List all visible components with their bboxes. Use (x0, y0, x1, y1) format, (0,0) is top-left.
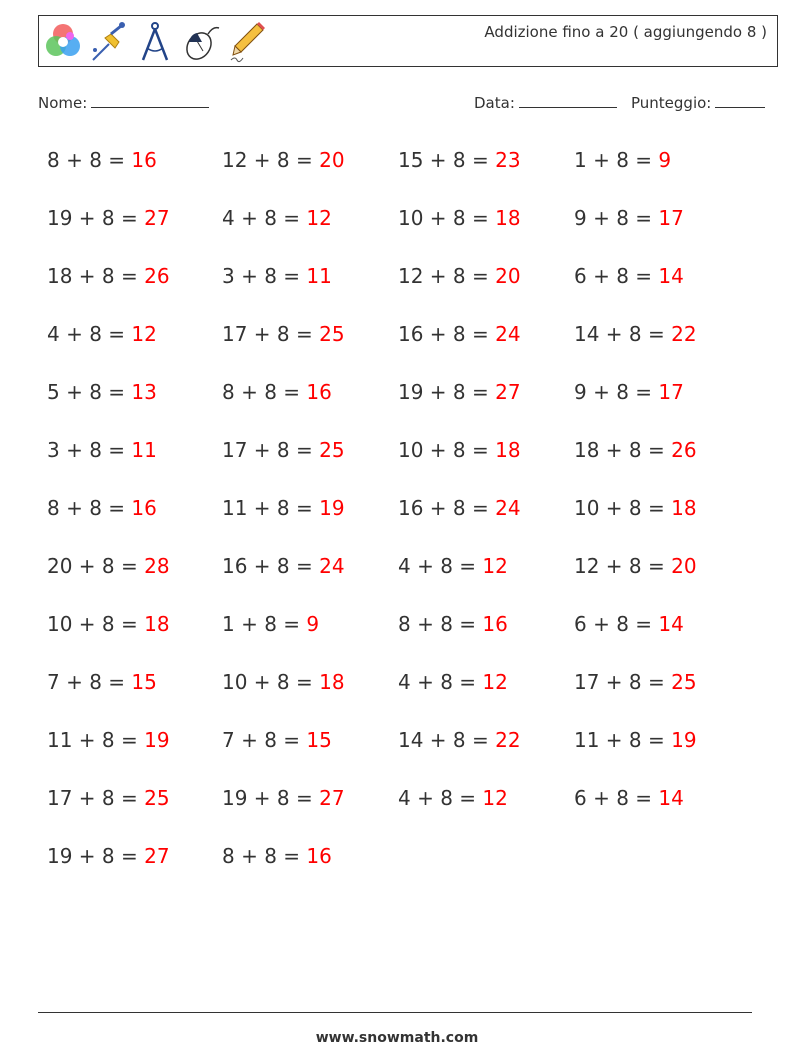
problem-item (398, 786, 508, 810)
problem-item (47, 728, 170, 752)
problem-item (47, 206, 170, 230)
problem-question: 16 + 8 = (398, 322, 496, 346)
problem-answer: 24 (319, 554, 345, 578)
problem-item (398, 670, 508, 694)
problem-answer: 16 (131, 148, 157, 172)
name-label: Nome: (38, 94, 88, 112)
date-line (519, 93, 617, 108)
problem-question: 7 + 8 = (222, 728, 307, 752)
problem-answer: 14 (658, 612, 684, 636)
problem-answer: 22 (671, 322, 697, 346)
problem-item (574, 380, 684, 404)
problem-question: 9 + 8 = (574, 206, 659, 230)
problem-question: 17 + 8 = (222, 438, 320, 462)
problem-question: 17 + 8 = (47, 786, 145, 810)
problem-item (222, 438, 345, 462)
problem-item (47, 264, 170, 288)
problem-question: 20 + 8 = (47, 554, 145, 578)
problem-question: 4 + 8 = (398, 786, 483, 810)
problem-answer: 18 (495, 206, 521, 230)
problem-answer: 12 (482, 786, 508, 810)
problem-item (222, 496, 345, 520)
problem-answer: 12 (306, 206, 332, 230)
date-field (474, 93, 617, 112)
problem-item (47, 148, 157, 172)
problem-item (574, 554, 697, 578)
problem-answer: 9 (306, 612, 320, 636)
problem-question: 14 + 8 = (398, 728, 496, 752)
problem-answer: 22 (495, 728, 521, 752)
problem-item (47, 670, 157, 694)
problem-question: 18 + 8 = (574, 438, 672, 462)
problem-answer: 19 (319, 496, 345, 520)
problem-question: 4 + 8 = (47, 322, 132, 346)
problem-answer: 16 (131, 496, 157, 520)
problem-item (398, 438, 521, 462)
problem-item (574, 786, 684, 810)
problem-question: 12 + 8 = (574, 554, 672, 578)
problem-item (574, 496, 697, 520)
problem-item (47, 438, 157, 462)
problem-question: 10 + 8 = (47, 612, 145, 636)
problem-item (574, 206, 684, 230)
problem-item (222, 844, 332, 868)
pushpin-icon (89, 20, 129, 64)
problem-item (47, 554, 170, 578)
problem-answer: 18 (671, 496, 697, 520)
problem-item (574, 728, 697, 752)
compass-icon (135, 20, 175, 64)
problem-answer: 16 (482, 612, 508, 636)
problem-question: 3 + 8 = (47, 438, 132, 462)
problem-answer: 25 (319, 438, 345, 462)
problem-answer: 20 (319, 148, 345, 172)
date-label: Data: (474, 94, 515, 112)
problem-question: 8 + 8 = (222, 844, 307, 868)
footer-divider (38, 1012, 752, 1013)
problem-answer: 25 (671, 670, 697, 694)
name-field (38, 93, 209, 112)
problem-question: 11 + 8 = (574, 728, 672, 752)
problem-answer: 19 (144, 728, 170, 752)
problem-answer: 11 (131, 438, 157, 462)
problem-question: 8 + 8 = (398, 612, 483, 636)
problem-question: 12 + 8 = (222, 148, 320, 172)
problem-answer: 13 (131, 380, 157, 404)
score-field (631, 93, 765, 112)
pencil-icon (227, 20, 267, 64)
worksheet-header (38, 15, 778, 67)
problem-answer: 27 (495, 380, 521, 404)
problem-item (222, 786, 345, 810)
problem-answer: 9 (658, 148, 672, 172)
problem-item (47, 496, 157, 520)
score-line (715, 93, 765, 108)
problem-answer: 23 (495, 148, 521, 172)
problem-answer: 18 (495, 438, 521, 462)
name-line (91, 93, 209, 108)
problem-answer: 18 (144, 612, 170, 636)
problem-answer: 19 (671, 728, 697, 752)
problem-item (398, 322, 521, 346)
problem-item (222, 380, 332, 404)
problem-item (222, 206, 332, 230)
problem-item (222, 728, 332, 752)
problem-answer: 25 (144, 786, 170, 810)
problem-question: 8 + 8 = (222, 380, 307, 404)
problem-answer: 15 (306, 728, 332, 752)
problem-item (398, 612, 508, 636)
problem-item (222, 670, 345, 694)
problem-item (47, 844, 170, 868)
problem-question: 4 + 8 = (398, 554, 483, 578)
problem-answer: 16 (306, 844, 332, 868)
problem-answer: 12 (482, 670, 508, 694)
problem-question: 7 + 8 = (47, 670, 132, 694)
problem-question: 17 + 8 = (574, 670, 672, 694)
problem-question: 10 + 8 = (398, 438, 496, 462)
problem-answer: 14 (658, 786, 684, 810)
problem-question: 17 + 8 = (222, 322, 320, 346)
problem-item (398, 148, 521, 172)
problem-question: 3 + 8 = (222, 264, 307, 288)
problem-item (222, 554, 345, 578)
problem-question: 11 + 8 = (222, 496, 320, 520)
problem-question: 6 + 8 = (574, 786, 659, 810)
problem-item (574, 438, 697, 462)
problem-question: 8 + 8 = (47, 148, 132, 172)
problem-question: 19 + 8 = (47, 206, 145, 230)
problem-item (398, 554, 508, 578)
problem-item (47, 612, 170, 636)
problem-question: 1 + 8 = (222, 612, 307, 636)
mouse-icon (181, 20, 221, 64)
color-wheel-icon (43, 20, 83, 64)
problem-question: 10 + 8 = (398, 206, 496, 230)
problem-answer: 27 (319, 786, 345, 810)
problem-answer: 25 (319, 322, 345, 346)
problem-item (222, 264, 332, 288)
problem-answer: 14 (658, 264, 684, 288)
problem-answer: 18 (319, 670, 345, 694)
problem-question: 5 + 8 = (47, 380, 132, 404)
problem-answer: 17 (658, 206, 684, 230)
problem-question: 16 + 8 = (222, 554, 320, 578)
problem-item (222, 322, 345, 346)
problem-answer: 20 (671, 554, 697, 578)
problem-answer: 11 (306, 264, 332, 288)
problem-question: 6 + 8 = (574, 612, 659, 636)
problem-item (398, 728, 521, 752)
problem-item (222, 612, 319, 636)
problem-item (574, 264, 684, 288)
problem-question: 10 + 8 = (222, 670, 320, 694)
problem-question: 19 + 8 = (222, 786, 320, 810)
problem-question: 19 + 8 = (47, 844, 145, 868)
problem-question: 4 + 8 = (222, 206, 307, 230)
problem-answer: 17 (658, 380, 684, 404)
problem-answer: 28 (144, 554, 170, 578)
problem-answer: 20 (495, 264, 521, 288)
problem-question: 8 + 8 = (47, 496, 132, 520)
problem-question: 11 + 8 = (47, 728, 145, 752)
score-label: Punteggio: (631, 94, 712, 112)
problem-answer: 26 (671, 438, 697, 462)
problem-answer: 27 (144, 206, 170, 230)
problem-answer: 27 (144, 844, 170, 868)
problem-item (47, 786, 170, 810)
problem-item (398, 264, 521, 288)
problem-item (398, 496, 521, 520)
problem-question: 10 + 8 = (574, 496, 672, 520)
footer-site: www.snowmath.com (315, 1030, 479, 1046)
problem-question: 6 + 8 = (574, 264, 659, 288)
problem-question: 1 + 8 = (574, 148, 659, 172)
problem-item (574, 670, 697, 694)
problem-answer: 15 (131, 670, 157, 694)
problem-answer: 16 (306, 380, 332, 404)
problem-question: 15 + 8 = (398, 148, 496, 172)
problem-question: 18 + 8 = (47, 264, 145, 288)
problem-answer: 24 (495, 496, 521, 520)
problem-item (574, 612, 684, 636)
problem-question: 9 + 8 = (574, 380, 659, 404)
problem-answer: 12 (131, 322, 157, 346)
worksheet-title: Addizione fino a 20 ( aggiungendo 8 ) (484, 23, 767, 41)
problem-question: 12 + 8 = (398, 264, 496, 288)
problem-item (47, 380, 157, 404)
problem-item (574, 148, 671, 172)
problem-question: 4 + 8 = (398, 670, 483, 694)
problem-item (222, 148, 345, 172)
problem-answer: 12 (482, 554, 508, 578)
problem-question: 16 + 8 = (398, 496, 496, 520)
problem-item (574, 322, 697, 346)
problem-item (398, 206, 521, 230)
problem-answer: 24 (495, 322, 521, 346)
problem-answer: 26 (144, 264, 170, 288)
problem-item (398, 380, 521, 404)
problem-question: 19 + 8 = (398, 380, 496, 404)
icon-strip (43, 19, 267, 65)
problem-item (47, 322, 157, 346)
problem-question: 14 + 8 = (574, 322, 672, 346)
